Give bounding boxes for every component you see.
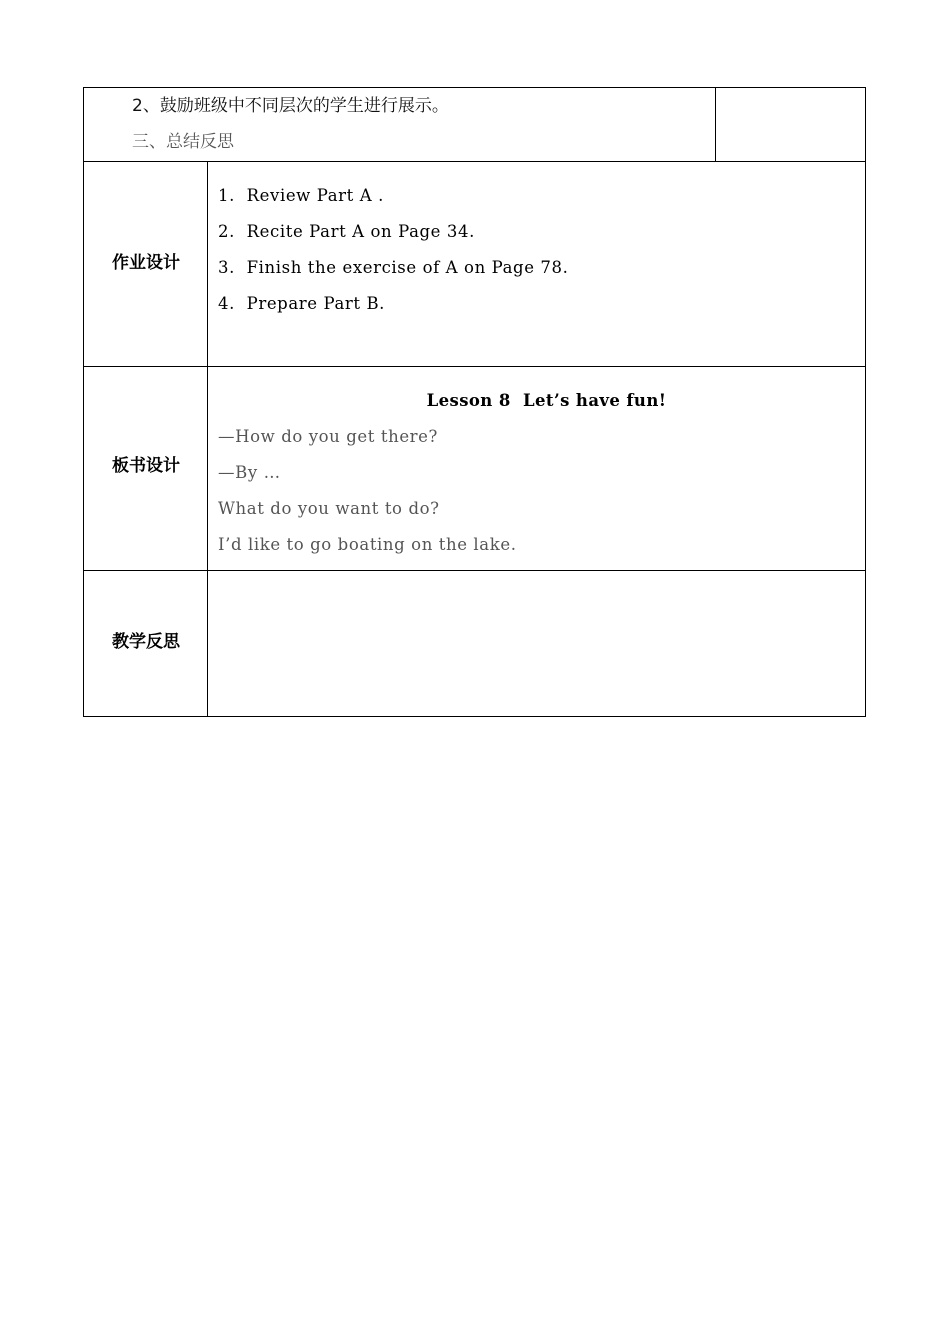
- blackboard-content-cell: [208, 367, 865, 570]
- lesson-plan-table: [83, 87, 866, 717]
- notes-cell: [716, 88, 865, 161]
- reflection-row: [83, 571, 866, 717]
- procedure-continuation-row: [83, 87, 866, 162]
- blackboard-line: What do you want to do?: [218, 499, 440, 518]
- procedure-step-text: 2、鼓励班级中不同层次的学生进行展示。: [132, 96, 449, 116]
- homework-label-cell: [84, 162, 208, 366]
- blackboard-label-cell: [84, 367, 208, 570]
- homework-item: 4. Prepare Part B.: [218, 294, 386, 313]
- homework-row: [83, 162, 866, 367]
- homework-content-cell: [208, 162, 865, 366]
- reflection-label: 教学反思: [112, 632, 180, 652]
- summary-heading: 三、总结反思: [132, 132, 234, 152]
- lesson-title: Lesson 8 Let’s have fun!: [426, 391, 667, 410]
- blackboard-row: [83, 367, 866, 571]
- homework-item: 1. Review Part A .: [218, 186, 384, 205]
- reflection-label-cell: [84, 571, 208, 716]
- homework-label: 作业设计: [112, 253, 180, 273]
- homework-item: 3. Finish the exercise of A on Page 78.: [218, 258, 569, 277]
- homework-item: 2. Recite Part A on Page 34.: [218, 222, 475, 241]
- blackboard-line: —How do you get there?: [218, 427, 438, 446]
- blackboard-line: —By …: [218, 463, 281, 482]
- procedure-cell: [84, 88, 716, 161]
- blackboard-line: I’d like to go boating on the lake.: [218, 535, 517, 554]
- blackboard-label: 板书设计: [112, 456, 180, 476]
- reflection-content-cell: [208, 571, 865, 716]
